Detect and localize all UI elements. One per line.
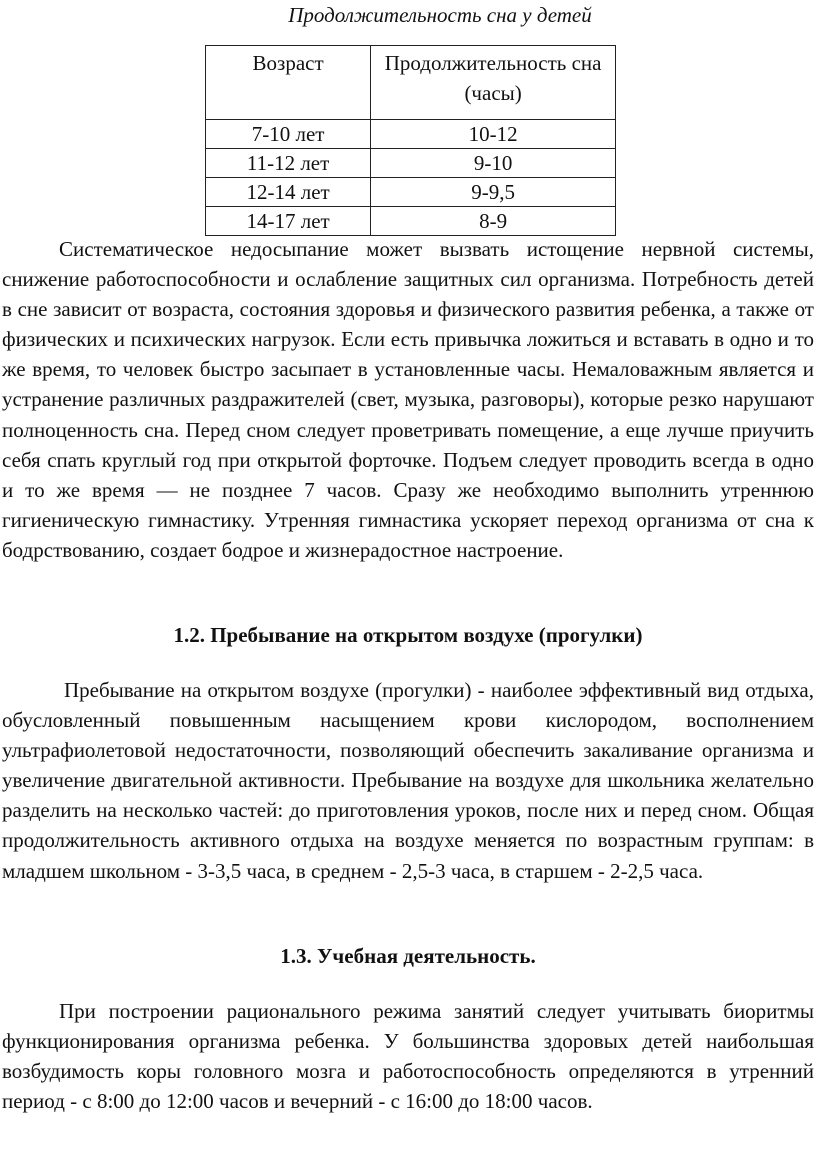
cell-duration: 9-9,5 [371,178,616,207]
cell-duration: 9-10 [371,149,616,178]
table-row [206,207,616,236]
cell-duration: 10-12 [371,120,616,149]
cell-age: 14-17 лет [206,207,371,236]
table-row [206,149,616,178]
cell-age: 11-12 лет [206,149,371,178]
paragraph-sleep: Систематическое недосыпание может вызвать истощение нервной системы, снижение работоспособности и ослабление защитных сил организма. Потребность детей в сне зависит от возраста, состояния здоровья и физического развития ребенка, а также от физических и психических нагрузок. Если есть привычка ложиться и вставать в одно и то же время, то человек быстро засыпает в установленные часы. Немаловажным является и устранение различных раздражителей (свет, музыка, разговоры), которые резко нарушают полноценность сна. Перед сном следует проветривать помещение, а еще лучше приучить себя спать круглый год при открытой форточке. Подъем следует проводить всегда в одно и то же время — не позднее 7 часов. Сразу же необходимо выполнить утреннюю гигиеническую гимнастику. Утренняя гимнастика ускоряет переход организма от сна к бодрствованию, создает бодрое и жизнерадостное настроение. [2,237,814,562]
cell-age: 12-14 лет [206,178,371,207]
cell-duration: 8-9 [371,207,616,236]
paragraph-outdoor: Пребывание на открытом воздухе (прогулки) - наиболее эффективный вид отдыха, обусловленный повышенным насыщением крови кислородом, восполнением ультрафиолетовой недостаточности, позволяющий обеспечить закаливание организма и увеличение двигательной активности. Пребывание на воздухе для школьника желательно разделить на несколько частей: до приготовления уроков, после них и перед сном. Общая продолжительность активного отдыха на воздухе меняется по возрастным группам: в младшем школьном - 3-3,5 часа, в среднем - 2,5-3 часа, в старшем - 2-2,5 часа. [2,678,814,883]
table-row [206,178,616,207]
header-age: Возраст [206,46,371,120]
header-sleep-duration: Продолжительность сна (часы) [371,46,616,120]
sleep-duration-table [205,45,616,236]
section-heading-outdoor: 1.2. Пребывание на открытом воздухе (прогулки) [173,623,643,647]
table-row [206,120,616,149]
section-heading-study: 1.3. Учебная деятельность. [280,944,536,968]
cell-age: 7-10 лет [206,120,371,149]
table-header-row [206,46,616,120]
paragraph-study: При построении рационального режима занятий следует учитывать биоритмы функционирования организма ребенка. У большинства здоровых детей наибольшая возбудимость коры головного мозга и работоспособность определяются в утренний период - с 8:00 до 12:00 часов и вечерний - с 16:00 до 18:00 часов. [2,999,814,1114]
table-caption: Продолжительность сна у детей [288,3,592,27]
